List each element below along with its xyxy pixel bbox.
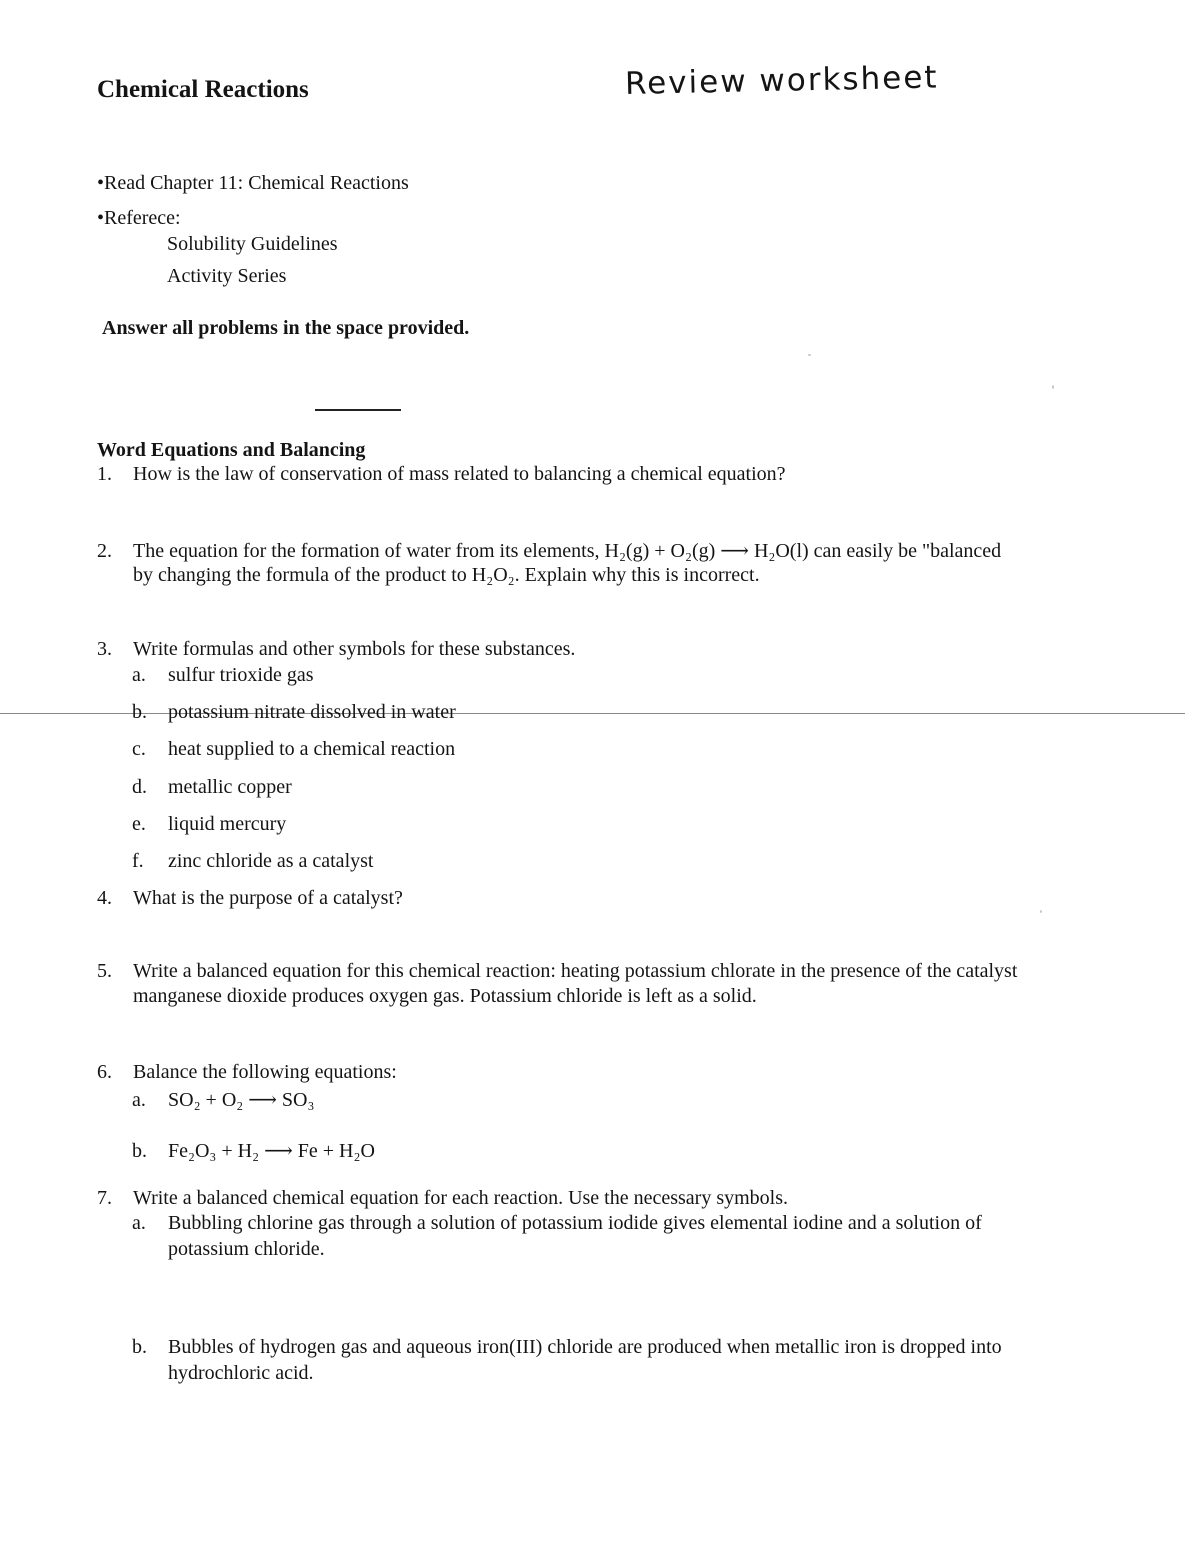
- read-instruction: •Read Chapter 11: Chemical Reactions: [97, 172, 409, 194]
- question-text: Write formulas and other symbols for these substances.: [133, 638, 576, 660]
- question-number: 2.: [97, 540, 112, 562]
- sub-text: zinc chloride as a catalyst: [168, 850, 374, 872]
- equation-right: SO₃: [276, 1089, 315, 1111]
- blank-line: [315, 409, 401, 411]
- sub-text: metallic copper: [168, 776, 292, 798]
- question-2-line2: by changing the formula of the product to H₂O₂. Explain why this is incorrect.: [133, 564, 760, 586]
- question-7: [97, 1187, 788, 1210]
- sub-letter: d.: [132, 776, 147, 798]
- sub-text: sulfur trioxide gas: [168, 664, 314, 686]
- sub-text: liquid mercury: [168, 813, 287, 835]
- sub-letter: a.: [132, 1212, 146, 1234]
- equation-left: Fe₂O₃ + H₂: [168, 1140, 265, 1162]
- sub-item: [132, 1336, 1002, 1359]
- scan-speck: [1040, 910, 1042, 913]
- reference-label: •Referece:: [97, 207, 181, 229]
- question-number: 5.: [97, 960, 112, 982]
- sub-text: Bubbling chlorine gas through a solution of potassium iodide gives elemental iodine and a solution of: [168, 1212, 982, 1234]
- handwritten-note: Review worksheet: [624, 59, 939, 102]
- question-text: Write a balanced equation for this chemical reaction: heating potassium chlorate in the presence of the catalyst: [133, 960, 1018, 982]
- reaction-arrow: ⟶: [720, 540, 749, 562]
- equation-left: SO₂ + O₂: [168, 1089, 249, 1111]
- equation-b: [132, 1138, 375, 1163]
- equation-right: Fe + H₂O: [292, 1140, 375, 1162]
- sub-item: [132, 738, 455, 761]
- sub-item: [132, 1212, 982, 1235]
- question-number: 6.: [97, 1061, 112, 1083]
- sub-item: [132, 664, 314, 687]
- sub-text: Bubbles of hydrogen gas and aqueous iron(III) chloride are produced when metallic iron is dropped into: [168, 1336, 1002, 1358]
- question-text: What is the purpose of a catalyst?: [133, 887, 403, 909]
- reference-item: Solubility Guidelines: [167, 233, 338, 255]
- scan-speck: [808, 354, 811, 356]
- question-4: [97, 887, 403, 910]
- question-3: [97, 638, 575, 661]
- question-number: 1.: [97, 463, 112, 485]
- question-2: [97, 538, 1001, 563]
- question-6: [97, 1061, 397, 1084]
- sub-item: [132, 776, 292, 799]
- sub-text-line2: potassium chloride.: [168, 1238, 325, 1260]
- sub-text-line2: hydrochloric acid.: [168, 1362, 314, 1384]
- equation-a: [132, 1087, 314, 1112]
- scan-speck: [1052, 385, 1054, 389]
- sub-letter: b.: [132, 1140, 147, 1162]
- question-text: H₂O(l) can easily be "balanced: [748, 540, 1002, 562]
- question-5: [97, 960, 1017, 983]
- section-heading: Word Equations and Balancing: [97, 439, 366, 461]
- sub-letter: e.: [132, 813, 146, 835]
- answer-instruction: Answer all problems in the space provided.: [102, 317, 470, 339]
- question-number: 7.: [97, 1187, 112, 1209]
- question-number: 3.: [97, 638, 112, 660]
- reference-item: Activity Series: [167, 265, 287, 287]
- sub-text: potassium nitrate dissolved in water: [168, 701, 456, 723]
- question-text: The equation for the formation of water from its elements, H₂(g) + O₂(g): [133, 540, 721, 562]
- reaction-arrow: ⟶: [264, 1140, 293, 1162]
- page-title: Chemical Reactions: [97, 76, 309, 103]
- question-1: [97, 463, 786, 486]
- sub-text: heat supplied to a chemical reaction: [168, 738, 456, 760]
- sub-item: [132, 701, 456, 724]
- sub-letter: a.: [132, 1089, 146, 1111]
- sub-letter: a.: [132, 664, 146, 686]
- sub-item: [132, 813, 286, 836]
- sub-letter: f.: [132, 850, 144, 872]
- question-5-line2: manganese dioxide produces oxygen gas. Potassium chloride is left as a solid.: [133, 985, 757, 1007]
- sub-letter: b.: [132, 1336, 147, 1358]
- sub-item: [132, 850, 373, 873]
- reaction-arrow: ⟶: [248, 1089, 277, 1111]
- question-text: Balance the following equations:: [133, 1061, 397, 1083]
- sub-letter: b.: [132, 701, 147, 723]
- question-text: Write a balanced chemical equation for each reaction. Use the necessary symbols.: [133, 1187, 789, 1209]
- question-text: How is the law of conservation of mass related to balancing a chemical equation?: [133, 463, 786, 485]
- question-number: 4.: [97, 887, 112, 909]
- sub-letter: c.: [132, 738, 146, 760]
